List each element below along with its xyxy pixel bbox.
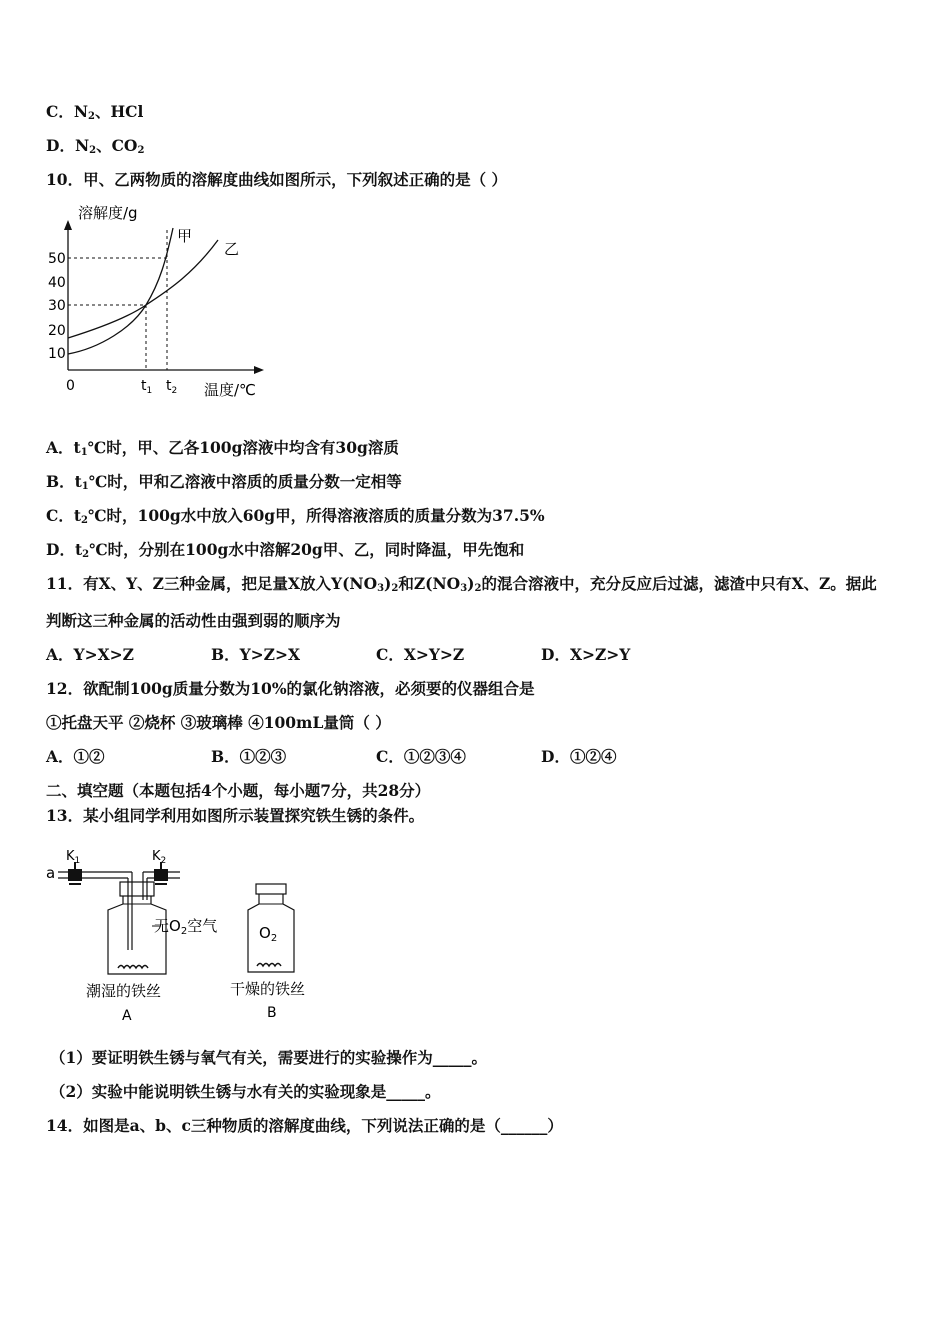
q11-option-a: A．Y>X>Z [46, 645, 134, 664]
t1-label: $t_1$ [141, 378, 153, 396]
q11-stem-line2: 判断这三种金属的活动性由强到弱的顺序为 [46, 611, 341, 630]
label-k2: $K_2$ [152, 849, 167, 866]
q10-option-c: C．$t_2℃$时，100g水中放入60g甲，所得溶液溶质的质量分数为37.5% [46, 506, 545, 526]
q13-sub1: （1）要证明铁生锈与氧气有关，需要进行的实验操作为_____。 [50, 1048, 488, 1067]
q12-items: ①托盘天平 ②烧杯 ③玻璃棒 ④100mL量筒（ ） [46, 713, 391, 732]
q12-stem: 12．欲配制100g质量分数为10%的氯化钠溶液，必须要的仪器组合是 [46, 679, 535, 698]
tick-40: 40 [48, 275, 66, 291]
label-air: 无$O_2$空气 [154, 917, 218, 937]
q11-option-b: B．Y>Z>X [211, 645, 300, 664]
q11-option-c: C．X>Y>Z [376, 645, 465, 664]
q13-sub2: （2）实验中能说明铁生锈与水有关的实验现象是_____。 [50, 1082, 441, 1101]
valve-k1 [68, 869, 82, 881]
stopper-b [256, 884, 286, 894]
label-k1: $K_1$ [66, 849, 81, 866]
y-axis-arrow [64, 220, 72, 230]
iron-rust-apparatus [40, 840, 340, 1030]
chart-ylabel: 溶解度/g [78, 204, 138, 222]
q11-stem: 11．有X、Y、Z三种金属，把足量X放入$Y(NO_3)_2$和$Z(NO_3)_2$的混合溶液中，充分反应后过滤，滤渣中只有X、Z。据此 [46, 574, 877, 594]
iron-wire-a [118, 966, 148, 969]
label-yi: 乙 [224, 240, 240, 258]
q13-stem: 13．某小组同学利用如图所示装置探究铁生锈的条件。 [46, 806, 425, 825]
q12-options [46, 747, 616, 767]
q10-option-b: B．$t_1℃$时，甲和乙溶液中溶质的质量分数一定相等 [46, 472, 402, 492]
label-jia: 甲 [177, 227, 193, 245]
valve-k2 [154, 869, 168, 881]
q9-option-c: C．$N_2$、HCl [46, 102, 144, 122]
x-axis-arrow [254, 366, 264, 374]
iron-wire-b [257, 964, 281, 967]
caption-a: 潮湿的铁丝 [86, 982, 162, 1000]
q12-option-b: B．①②③ [211, 747, 287, 766]
q10-stem: 10．甲、乙两物质的溶解度曲线如图所示，下列叙述正确的是（ ） [46, 170, 507, 189]
chart-xlabel: 温度/℃ [204, 381, 256, 399]
tick-20: 20 [48, 323, 66, 339]
q10-option-a: A．$t_1℃$时，甲、乙各100g溶液中均含有30g溶质 [46, 438, 399, 458]
q12-option-a: A．①② [46, 747, 105, 766]
letter-b: B [267, 1005, 277, 1021]
q11-option-d: D．X>Z>Y [541, 645, 631, 664]
origin-label: 0 [66, 378, 75, 394]
q10-option-d: D．$t_2℃$时，分别在100g水中溶解20g甲、乙，同时降温，甲先饱和 [46, 540, 525, 560]
letter-a: A [122, 1008, 132, 1024]
q9-option-d: D．$N_2$、$CO_2$ [46, 136, 145, 156]
caption-b: 干燥的铁丝 [230, 980, 306, 998]
q12-option-c: C．①②③④ [376, 747, 466, 766]
label-a: a [46, 864, 56, 882]
tick-10: 10 [48, 346, 66, 362]
q11-options [46, 645, 630, 665]
tick-30: 30 [48, 298, 66, 314]
q14-stem: 14．如图是a、b、c三种物质的溶解度曲线，下列说法正确的是（______） [46, 1116, 563, 1135]
label-o2: $O_2$ [259, 924, 278, 944]
curve-jia [68, 228, 173, 354]
stopper-a [120, 882, 154, 896]
solubility-chart [40, 198, 270, 403]
curve-yi [68, 240, 218, 338]
tick-50: 50 [48, 251, 66, 267]
t2-label: $t_2$ [166, 378, 178, 396]
q12-option-d: D．①②④ [541, 747, 617, 766]
section-title: 二、填空题（本题包括4个小题，每小题7分，共28分） [46, 781, 431, 800]
bottle-a [108, 896, 166, 974]
